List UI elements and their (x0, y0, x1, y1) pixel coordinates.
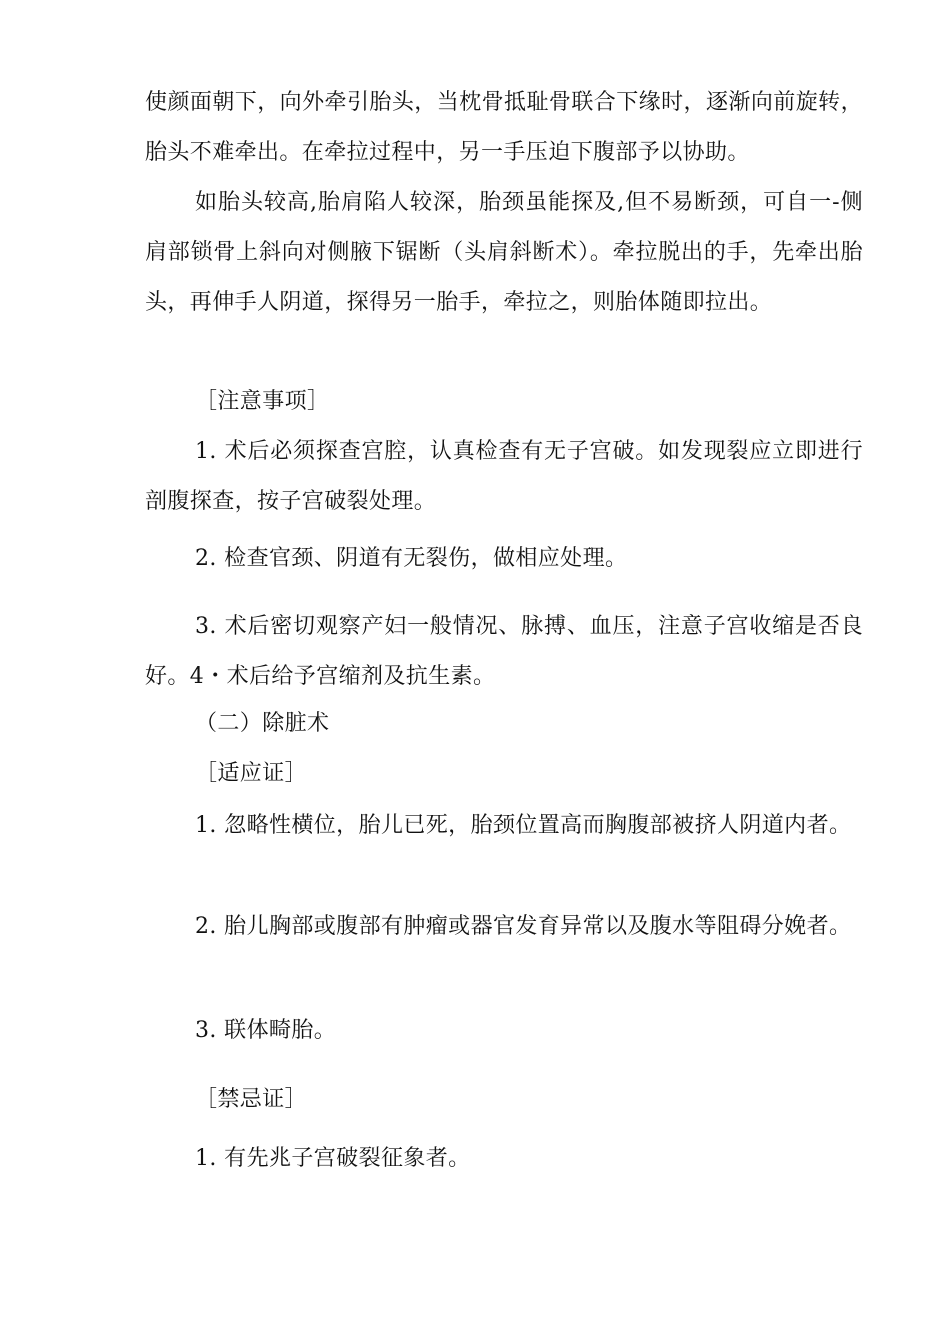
paragraph-head-shoulder-cut: 如胎头较高,胎肩陷人较深，胎颈虽能探及,但不易断颈，可自一-侧肩部锁骨上斜向对侧腋下锯断（头肩斜断术）。牵拉脱出的手，先牵出胎头，再伸手人阴道，探得另一胎手，牵拉之，则胎体随即拉出。 (145, 190, 863, 315)
section-heading-evisceration: （二）除脏术 (195, 711, 330, 736)
list-item-precaution-3: 3. 术后密切观察产妇一般情况、脉搏、血压，注意子宫收缩是否良好。4・术后给予宫缩剂及抗生素。 (145, 614, 863, 689)
list-item-precaution-2: 2. 检查官颈、阴道有无裂伤，做相应处理。 (195, 546, 628, 571)
list-item-indication-3: 3. 联体畸胎。 (195, 1018, 337, 1043)
list-item-precaution-1: 1. 术后必须探查宫腔，认真检查有无子宫破。如发现裂应立即进行剖腹探查，按子宫破裂处理。 (145, 439, 863, 514)
paragraph-continuation: 使颜面朝下，向外牵引胎头，当枕骨抵耻骨联合下缘时，逐渐向前旋转，胎头不难牵出。在牵拉过程中，另一手压迫下腹部予以协助。 (145, 90, 863, 165)
section-heading-contraindications: ［禁忌证］ (195, 1087, 308, 1112)
section-heading-precautions: ［注意事项］ (195, 389, 330, 414)
list-item-contraindication-1: 1. 有先兆子宫破裂征象者。 (195, 1146, 471, 1171)
list-item-indication-2: 2. 胎儿胸部或腹部有肿瘤或器官发育异常以及腹水等阻碍分娩者。 (195, 914, 852, 939)
list-item-indication-1: 1. 忽略性横位，胎儿已死，胎颈位置高而胸腹部被挤人阴道内者。 (195, 813, 852, 838)
section-heading-indications: ［适应证］ (195, 761, 308, 786)
